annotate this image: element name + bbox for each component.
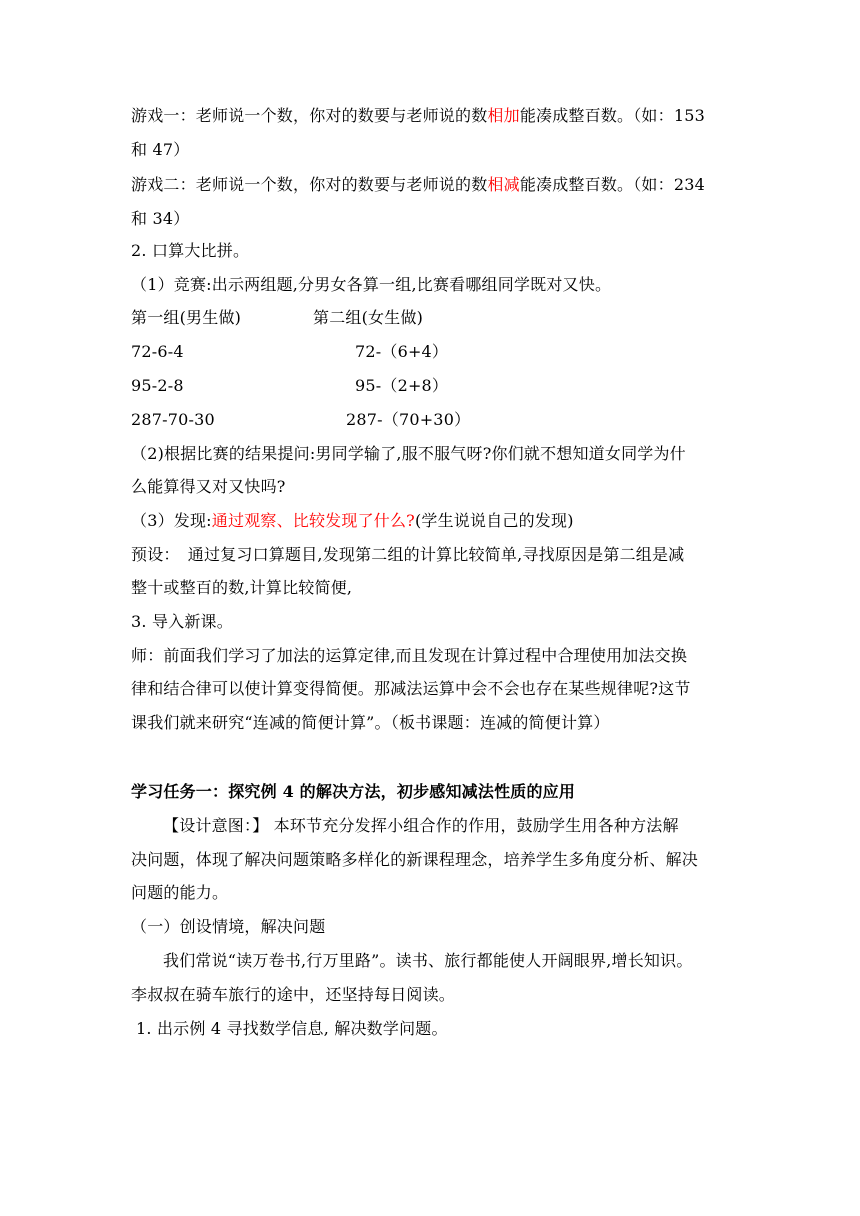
step1-line: 1. 出示例 4 寻找数学信息, 解决数学问题。 — [136, 1019, 448, 1038]
item2-1-text: （1）竞赛:出示两组题,分男女各算一组,比赛看哪组同学既对又快。 — [131, 275, 612, 294]
game1-text-pre: 游戏一：老师说一个数，你对的数要与老师说的数 — [131, 106, 488, 125]
game2-text-post: 能凑成整百数。（如：234 — [519, 175, 705, 194]
item2-heading: 2. 口算大比拼。 — [131, 241, 250, 260]
game2-continuation: 和 34） — [131, 209, 190, 228]
game1-continuation: 和 47） — [131, 140, 190, 159]
scenario-line2: 李叔叔在骑车旅行的途中，还坚持每日阅读。 — [131, 985, 456, 1004]
game2-text-pre: 游戏二：老师说一个数，你对的数要与老师说的数 — [131, 175, 488, 194]
game2-line — [131, 175, 705, 195]
section1-heading: （一）创设情境，解决问题 — [131, 917, 326, 936]
preset-line2: 整十或整百的数,计算比较简便, — [131, 578, 353, 597]
game1-line — [131, 106, 705, 126]
game1-text-post: 能凑成整百数。（如：153 — [519, 106, 705, 125]
design-intent-line2: 决问题，体现了解决问题策略多样化的新课程理念，培养学生多角度分析、解决 — [131, 850, 699, 869]
group2-header: 第二组(女生做) — [313, 308, 424, 327]
item2-3-line — [131, 511, 574, 531]
item2-2-line1: （2)根据比赛的结果提问:男同学输了,服不服气呀?你们就不想知道女同学为什 — [131, 444, 686, 463]
teacher-line3: 课我们就来研究“连减的简便计算”。（板书课题：连减的简便计算） — [131, 713, 610, 732]
item2-2-line2: 么能算得又对又快吗? — [131, 477, 286, 496]
group2-row-1: 72-（6+4） — [355, 342, 449, 361]
item3-heading: 3. 导入新课。 — [131, 612, 233, 631]
group1-header: 第一组(男生做) — [131, 308, 242, 327]
item2-3-post: (学生说说自己的发现) — [414, 511, 574, 530]
item2-3-red: 通过观察、比较发现了什么? — [211, 511, 415, 530]
group1-row-1: 72-6-4 — [131, 342, 184, 361]
item2-3-pre: （3）发现: — [131, 511, 212, 530]
group2-row-2: 95-（2+8） — [355, 376, 449, 395]
task1-title: 学习任务一：探究例 4 的解决方法，初步感知减法性质的应用 — [131, 782, 576, 801]
game2-text-red: 相减 — [487, 175, 520, 194]
preset-line1: 预设： 通过复习口算题目,发现第二组的计算比较简单,寻找原因是第二组是减 — [131, 545, 685, 564]
scenario-line1: 我们常说“读万卷书,行万里路”。读书、旅行都能使人开阔眼界,增长知识。 — [163, 951, 693, 970]
teacher-line1: 师：前面我们学习了加法的运算定律,而且发现在计算过程中合理使用加法交换 — [131, 646, 688, 665]
design-intent-line3: 问题的能力。 — [131, 883, 229, 902]
design-intent-line1: 【设计意图：】 本环节充分发挥小组合作的作用，鼓励学生用各种方法解 — [163, 816, 679, 835]
group1-row-2: 95-2-8 — [131, 376, 184, 395]
group2-row-3: 287-（70+30） — [346, 410, 471, 429]
teacher-line2: 律和结合律可以使计算变得简便。那减法运算中会不会也存在某些规律呢?这节 — [131, 679, 691, 698]
group1-row-3: 287-70-30 — [131, 410, 215, 429]
game1-text-red: 相加 — [487, 106, 520, 125]
